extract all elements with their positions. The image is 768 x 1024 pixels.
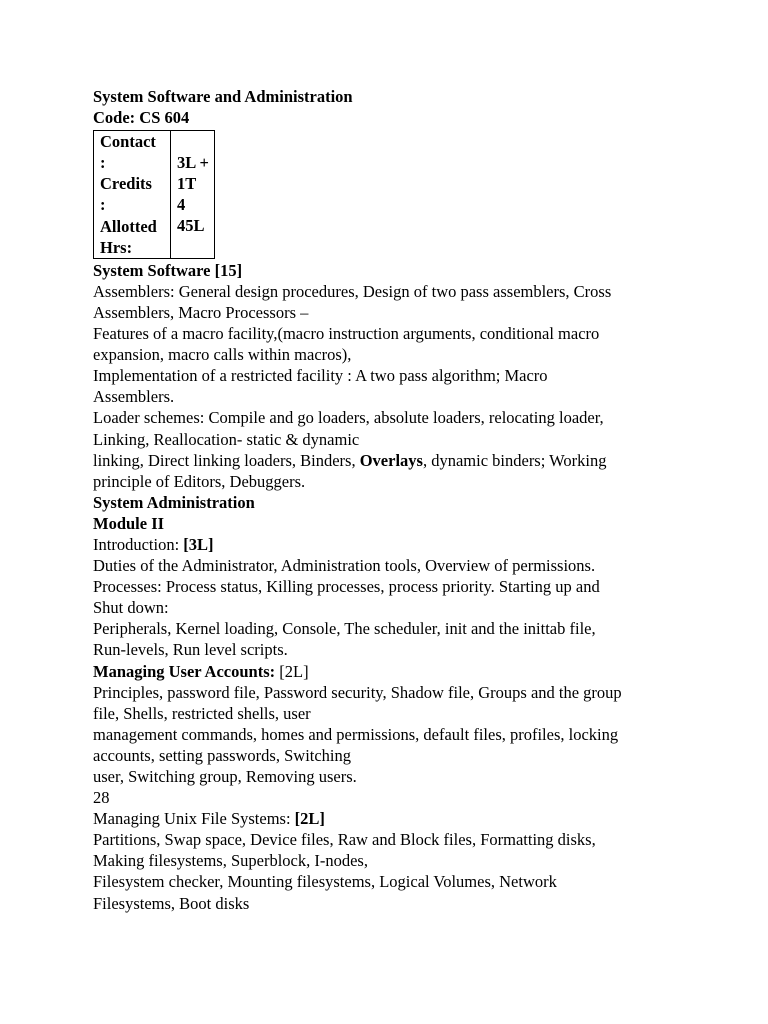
text-line: Peripherals, Kernel loading, Console, The scheduler, init and the inittab file, <box>93 619 596 639</box>
course-info-table <box>93 130 215 259</box>
users-label: Managing User Accounts: <box>93 661 276 681</box>
intro-hours: [3L] <box>183 534 214 554</box>
text-line: user, Switching group, Removing users. <box>93 767 357 786</box>
section-heading-system-administration: System Administration <box>93 492 255 512</box>
value-hours: 45L <box>177 216 205 236</box>
text-segment: linking, Direct linking loaders, Binders, <box>93 450 360 470</box>
users-heading <box>93 661 693 682</box>
text-line: Assemblers, Macro Processors – <box>93 302 309 322</box>
fs-label: Managing Unix File Systems: <box>93 809 295 829</box>
text-line: Partitions, Swap space, Device files, Raw and Block files, Formatting disks, <box>93 830 596 850</box>
value-contact: 3L + <box>177 153 209 173</box>
text-line: Assemblers: General design procedures, Design of two pass assemblers, Cross <box>93 281 612 301</box>
text-line: file, Shells, restricted shells, user <box>93 703 311 723</box>
text-line: Processes: Process status, Killing processes, process priority. Starting up and <box>93 577 600 597</box>
text-line: Duties of the Administrator, Administration tools, Overview of permissions. <box>93 556 596 576</box>
text-line: Assemblers. <box>93 387 175 407</box>
page-number: 28 <box>93 788 110 808</box>
info-labels-cell <box>94 131 171 259</box>
heading-text: System Software <box>93 260 211 280</box>
fs-hours: [2L] <box>294 809 325 829</box>
label-credits: Credits <box>100 174 152 194</box>
label-hrs: Hrs: <box>100 237 133 257</box>
value-contact-cont: 1T <box>177 174 197 194</box>
text-line: management commands, homes and permissions, default files, profiles, locking <box>93 724 619 744</box>
label-colon: : <box>100 153 106 173</box>
label-contact: Contact <box>100 132 156 152</box>
value-credits: 4 <box>177 195 186 215</box>
text-line: accounts, setting passwords, Switching <box>93 745 352 765</box>
overlays-term: Overlays <box>359 450 423 470</box>
text-line: Filesystems, Boot disks <box>93 893 250 913</box>
text-line: Implementation of a restricted facility : A two pass algorithm; Macro <box>93 366 548 386</box>
heading-hours: [15] <box>210 260 243 280</box>
text-line: Shut down: <box>93 598 169 618</box>
intro-heading <box>93 534 693 555</box>
text-line <box>93 450 693 471</box>
filesystems-heading <box>93 808 693 829</box>
intro-label: Introduction: <box>93 534 184 554</box>
text-line: Run-levels, Run level scripts. <box>93 640 288 660</box>
label-allotted: Allotted <box>100 216 157 236</box>
text-line: Filesystem checker, Mounting filesystems, Logical Volumes, Network <box>93 872 557 892</box>
section-heading-system-software <box>93 260 693 281</box>
text-line: principle of Editors, Debuggers. <box>93 471 306 491</box>
module-heading: Module II <box>93 513 165 533</box>
text-segment: , dynamic binders; Working <box>422 450 607 470</box>
document-title: System Software and Administration <box>93 87 353 106</box>
text-line: Features of a macro facility,(macro instruction arguments, conditional macro <box>93 324 600 344</box>
text-line: expansion, macro calls within macros), <box>93 345 352 365</box>
text-line: Making filesystems, Superblock, I-nodes, <box>93 851 368 871</box>
text-line: Linking, Reallocation- static & dynamic <box>93 429 360 449</box>
course-code: Code: CS 604 <box>93 108 190 128</box>
text-line: Principles, password file, Password security, Shadow file, Groups and the group <box>93 682 622 702</box>
label-colon: : <box>100 195 106 215</box>
info-values-cell <box>171 131 215 259</box>
text-line: Loader schemes: Compile and go loaders, absolute loaders, relocating loader, <box>93 408 604 428</box>
users-hours: [2L] <box>275 661 309 681</box>
document-body <box>93 86 693 914</box>
